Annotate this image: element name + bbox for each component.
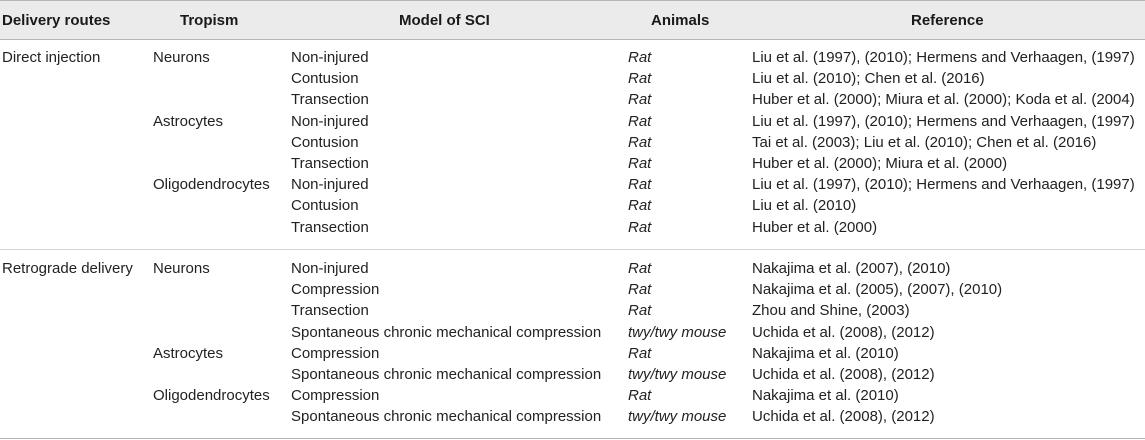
reference-cell: Huber et al. (2000); Miura et al. (2000)	[752, 155, 1008, 172]
reference-cell: Nakajima et al. (2010)	[752, 387, 899, 405]
animal-cell: Rat	[628, 70, 652, 88]
animal-cell: Rat	[628, 218, 652, 236]
model-cell: Non-injured	[291, 260, 369, 277]
reference-cell: Uchida et al. (2008), (2012)	[752, 366, 935, 383]
header-reference: Reference	[911, 12, 984, 29]
section-divider	[0, 249, 1145, 250]
animal-cell: Rat	[628, 387, 652, 405]
model-cell: Spontaneous chronic mechanical compression	[291, 323, 602, 341]
table-row	[0, 386, 1145, 407]
reference-cell: Zhou and Shine, (2003)	[752, 302, 910, 320]
table-row	[0, 407, 1145, 428]
reference-cell: Liu et al. (1997), (2010); Hermens and Verhaagen, (1997)	[752, 176, 1135, 194]
table-row	[0, 280, 1145, 301]
table-row	[0, 90, 1145, 111]
table-bottom-rule	[0, 438, 1145, 439]
model-cell: Transection	[291, 302, 369, 320]
table-row	[0, 218, 1145, 239]
animal-cell: Rat	[628, 155, 652, 172]
model-cell: Compression	[291, 344, 380, 362]
model-cell: Transection	[291, 218, 369, 236]
reference-cell: Huber et al. (2000); Miura et al. (2000); Koda et al. (2004)	[752, 91, 1135, 109]
table-row	[0, 196, 1145, 217]
table-row	[0, 133, 1145, 154]
animal-cell: Rat	[628, 344, 652, 362]
table-row	[0, 301, 1145, 322]
table-row	[0, 69, 1145, 90]
animal-cell: Rat	[628, 49, 652, 66]
table-row	[0, 112, 1145, 133]
model-cell: Transection	[291, 155, 369, 172]
tropism-cell: Astrocytes	[153, 344, 224, 362]
animal-cell: Rat	[628, 302, 652, 320]
model-cell: Transection	[291, 91, 369, 109]
animal-cell: twy/twy mouse	[628, 366, 727, 383]
animal-cell: twy/twy mouse	[628, 408, 727, 426]
model-cell: Non-injured	[291, 176, 369, 194]
tropism-cell: Neurons	[153, 260, 210, 277]
header-tropism: Tropism	[180, 12, 239, 29]
animal-cell: Rat	[628, 281, 652, 299]
reference-cell: Liu et al. (2010)	[752, 197, 857, 215]
delivery-route-cell: Retrograde delivery	[2, 260, 133, 277]
table-row	[0, 323, 1145, 344]
model-cell: Contusion	[291, 70, 359, 88]
animal-cell: Rat	[628, 176, 652, 194]
model-cell: Compression	[291, 281, 380, 299]
model-cell: Non-injured	[291, 49, 369, 66]
table-row	[0, 48, 1145, 69]
tropism-cell: Astrocytes	[153, 112, 224, 130]
reference-cell: Nakajima et al. (2010)	[752, 344, 899, 362]
model-cell: Compression	[291, 387, 380, 405]
animal-cell: Rat	[628, 260, 652, 277]
table-row	[0, 344, 1145, 365]
reference-cell: Liu et al. (1997), (2010); Hermens and Verhaagen, (1997)	[752, 49, 1135, 66]
table-header	[0, 0, 1145, 40]
delivery-route-cell: Direct injection	[2, 49, 101, 66]
reference-cell: Liu et al. (2010); Chen et al. (2016)	[752, 70, 985, 88]
animal-cell: Rat	[628, 112, 652, 130]
model-cell: Contusion	[291, 197, 359, 215]
reference-cell: Uchida et al. (2008), (2012)	[752, 323, 935, 341]
model-cell: Spontaneous chronic mechanical compression	[291, 366, 602, 383]
reference-cell: Nakajima et al. (2005), (2007), (2010)	[752, 281, 1003, 299]
model-cell: Contusion	[291, 133, 359, 151]
animal-cell: Rat	[628, 197, 652, 215]
model-cell: Non-injured	[291, 112, 369, 130]
tropism-cell: Oligodendrocytes	[153, 387, 270, 405]
reference-cell: Liu et al. (1997), (2010); Hermens and Verhaagen, (1997)	[752, 112, 1135, 130]
table-row	[0, 365, 1145, 386]
header-animals: Animals	[651, 12, 710, 29]
model-cell: Spontaneous chronic mechanical compression	[291, 408, 602, 426]
header-delivery-routes: Delivery routes	[2, 12, 111, 29]
animal-cell: Rat	[628, 91, 652, 109]
reference-cell: Tai et al. (2003); Liu et al. (2010); Chen et al. (2016)	[752, 133, 1097, 151]
animal-cell: twy/twy mouse	[628, 323, 727, 341]
tropism-cell: Neurons	[153, 49, 210, 66]
tropism-cell: Oligodendrocytes	[153, 176, 270, 194]
table-row	[0, 259, 1145, 280]
reference-cell: Nakajima et al. (2007), (2010)	[752, 260, 951, 277]
animal-cell: Rat	[628, 133, 652, 151]
reference-cell: Huber et al. (2000)	[752, 218, 878, 236]
reference-cell: Uchida et al. (2008), (2012)	[752, 408, 935, 426]
table-row	[0, 175, 1145, 196]
header-model-of-sci: Model of SCI	[399, 12, 490, 29]
table-row	[0, 154, 1145, 175]
